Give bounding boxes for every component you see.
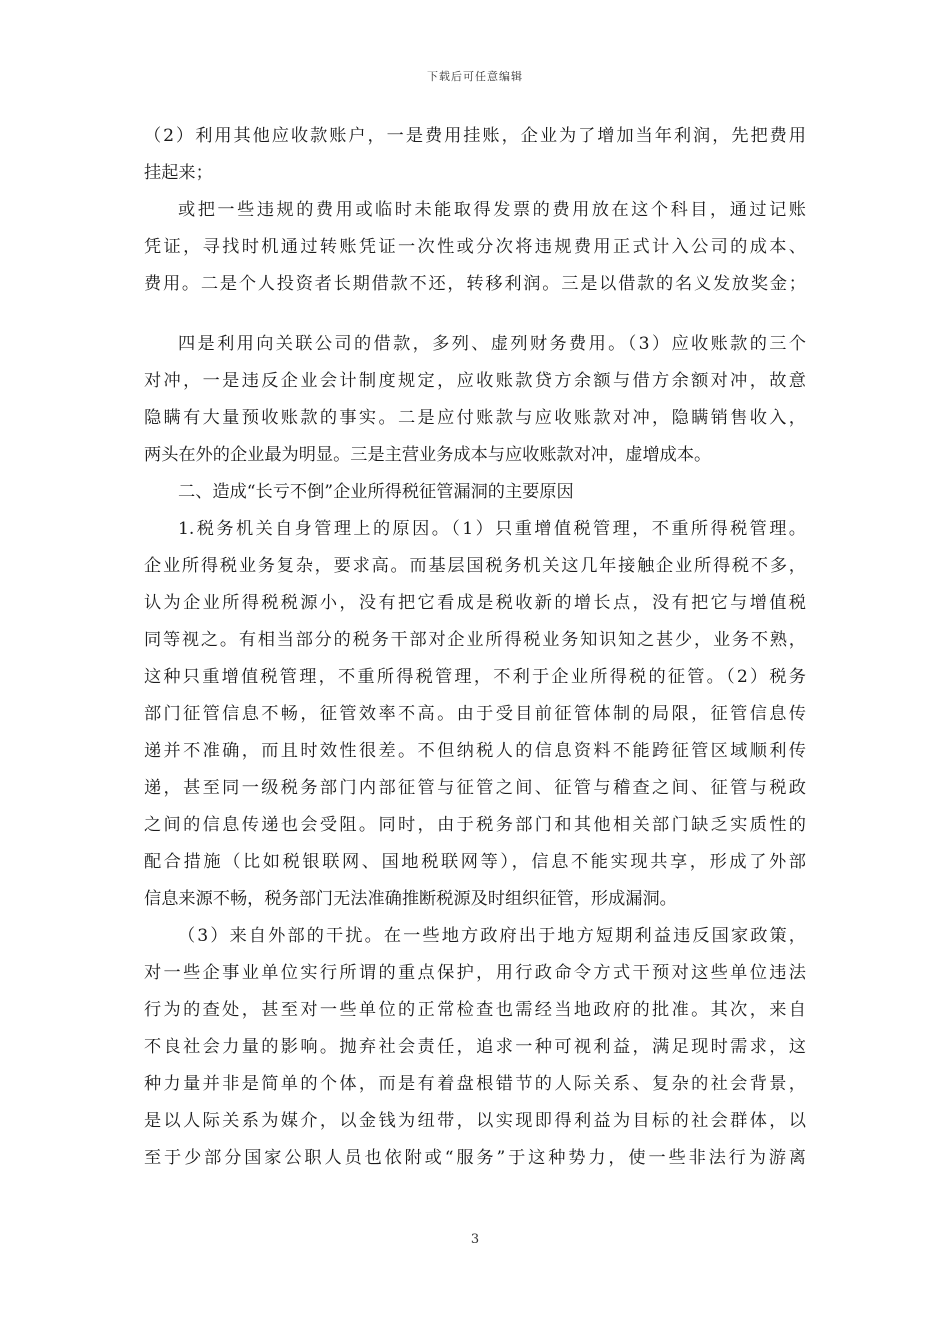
text-line: 企业所得税业务复杂，要求高。而基层国税务机关这几年接触企业所得税不多， [144, 556, 806, 576]
text-line: 是以人际关系为媒介，以金钱为纽带，以实现即得利益为目标的社会群体，以 [144, 1111, 806, 1131]
text-line: （2）利用其他应收款账户，一是费用挂账，企业为了增加当年利润，先把费用 [144, 126, 806, 146]
text-line: 对一些企事业单位实行所谓的重点保护，用行政命令方式干预对这些单位违法 [144, 963, 806, 983]
text-line: 费用。二是个人投资者长期借款不还，转移利润。三是以借款的名义发放奖金； [144, 274, 806, 294]
text-line: 四是利用向关联公司的借款，多列、虚列财务费用。（3）应收账款的三个 [178, 334, 806, 354]
text-line: 这种只重增值税管理，不重所得税管理，不利于企业所得税的征管。（2）税务 [144, 667, 806, 687]
text-line: 同等视之。有相当部分的税务干部对企业所得税业务知识知之甚少，业务不熟， [144, 630, 806, 650]
text-line: 或把一些违规的费用或临时未能取得发票的费用放在这个科目，通过记账 [178, 200, 806, 220]
text-line: 1.税务机关自身管理上的原因。（1）只重增值税管理，不重所得税管理。 [178, 519, 806, 539]
text-line: 对冲，一是违反企业会计制度规定，应收账款贷方余额与借方余额对冲，故意 [144, 371, 806, 391]
document-body [144, 118, 806, 1177]
text-line: 隐瞒有大量预收账款的事实。二是应付账款与应收账款对冲，隐瞒销售收入， [144, 408, 806, 428]
text-line: 凭证，寻找时机通过转账凭证一次性或分次将违规费用正式计入公司的成本、 [144, 237, 806, 257]
text-line: 两头在外的企业最为明显。三是主营业务成本与应收账款对冲，虚增成本。 [144, 445, 712, 465]
page-header: 下载后可任意编辑 [427, 70, 523, 83]
text-line: 至于少部分国家公职人员也依附或“服务”于这种势力，使一些非法行为游离 [144, 1148, 806, 1168]
text-line: 配合措施（比如税银联网、国地税联网等），信息不能实现共享，形成了外部 [144, 852, 806, 872]
text-line: 之间的信息传递也会受阻。同时，由于税务部门和其他相关部门缺乏实质性的 [144, 815, 806, 835]
paragraph-gap [144, 303, 806, 326]
text-line: 信息来源不畅，税务部门无法准确推断税源及时组织征管，形成漏洞。 [144, 889, 677, 909]
text-line: 认为企业所得税税源小，没有把它看成是税收新的增长点，没有把它与增值税 [144, 593, 806, 613]
text-line: 挂起来； [144, 163, 213, 183]
section-heading: 二、造成“长亏不倒”企业所得税征管漏洞的主要原因 [178, 482, 574, 502]
text-line: 递并不准确，而且时效性很差。不但纳税人的信息资料不能跨征管区域顺利传 [144, 741, 806, 761]
text-line: （3）来自外部的干扰。在一些地方政府出于地方短期利益违反国家政策， [178, 926, 806, 946]
text-line: 种力量并非是简单的个体，而是有着盘根错节的人际关系、复杂的社会背景， [144, 1074, 806, 1094]
text-line: 递，甚至同一级税务部门内部征管与征管之间、征管与稽查之间、征管与税政 [144, 778, 806, 798]
page-number: 3 [470, 1232, 480, 1247]
text-line: 部门征管信息不畅，征管效率不高。由于受目前征管体制的局限，征管信息传 [144, 704, 806, 724]
text-line: 不良社会力量的影响。抛弃社会责任，追求一种可视利益，满足现时需求，这 [144, 1037, 806, 1057]
text-line: 行为的查处，甚至对一些单位的正常检查也需经当地政府的批准。其次，来自 [144, 1000, 806, 1020]
